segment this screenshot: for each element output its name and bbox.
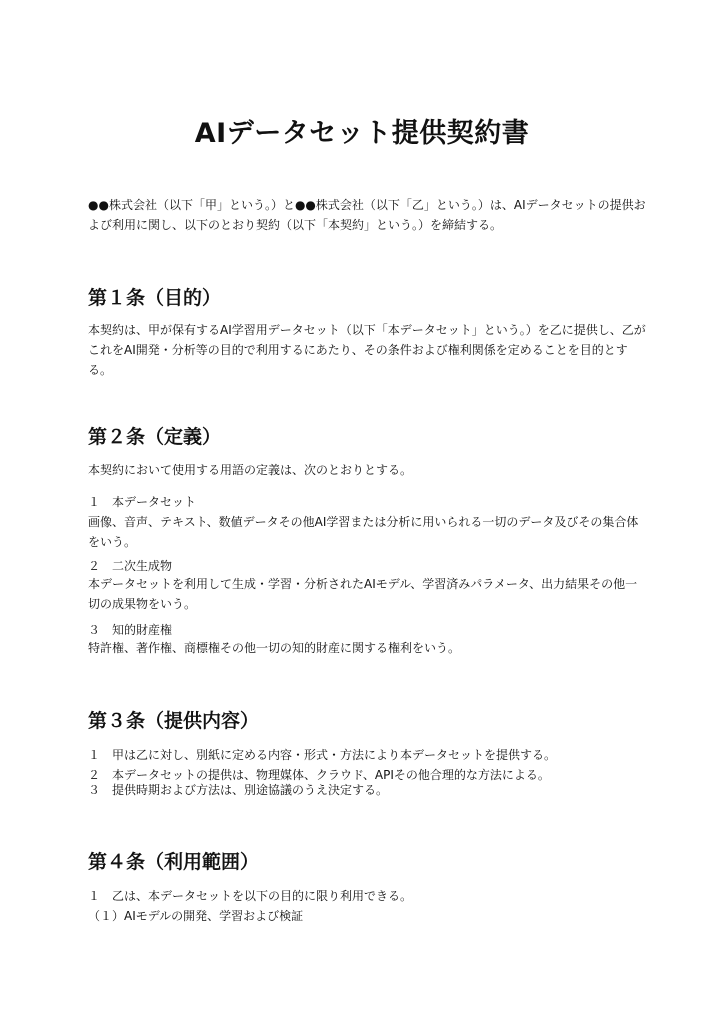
definition-label-ip: ３ 知的財産権	[88, 623, 173, 637]
article-1-heading: 第１条（目的）	[88, 287, 222, 309]
article-3-line-2: ２ 本データセットの提供は、物理媒体、クラウド、APIその他合理的な方法による。	[88, 768, 550, 782]
document-title: AIデータセット提供契約書	[194, 118, 530, 149]
definition-text-ip: 特許権、著作権、商標権その他一切の知的財産に関する権利をいう。	[88, 641, 461, 655]
article-1-body: 本契約は、甲が保有するAI学習用データセット（以下「本データセット」という。）を乙に提供し、乙がこれをAI開発・分析等の目的で利用するにあたり、その条件および権利関係を定めることを目的とする。	[88, 323, 646, 377]
article-2-heading: 第２条（定義）	[88, 426, 222, 448]
article-3-line-3: ３ 提供時期および方法は、別途協議のうえ決定する。	[88, 783, 389, 797]
article-3-heading: 第３条（提供内容）	[88, 710, 260, 732]
definition-text-derivative: 本データセットを利用して生成・学習・分析されたAIモデル、学習済みパラメータ、出力結果その他一切の成果物をいう。	[88, 577, 638, 611]
definition-label-derivative: ２ 二次生成物	[88, 559, 173, 573]
article-3-line-1: １ 甲は乙に対し、別紙に定める内容・形式・方法により本データセットを提供する。	[88, 748, 557, 762]
article-4-heading: 第４条（利用範囲）	[88, 851, 260, 873]
article-2-intro: 本契約において使用する用語の定義は、次のとおりとする。	[88, 463, 413, 477]
definition-label-dataset: １ 本データセット	[88, 495, 197, 509]
definition-text-dataset: 画像、音声、テキスト、数値データその他AI学習または分析に用いられる一切のデータ及びその集合体をいう。	[88, 515, 639, 549]
article-4-line-1: １ 乙は、本データセットを以下の目的に限り利用できる。	[88, 889, 413, 903]
preamble-paragraph: ●●株式会社（以下「甲」という。）と●●株式会社（以下「乙」という。）は、AIデータセットの提供および利用に関し、以下のとおり契約（以下「本契約」という。）を締結する。	[88, 198, 646, 232]
article-4-line-2: （１）AIモデルの開発、学習および検証	[88, 909, 304, 923]
